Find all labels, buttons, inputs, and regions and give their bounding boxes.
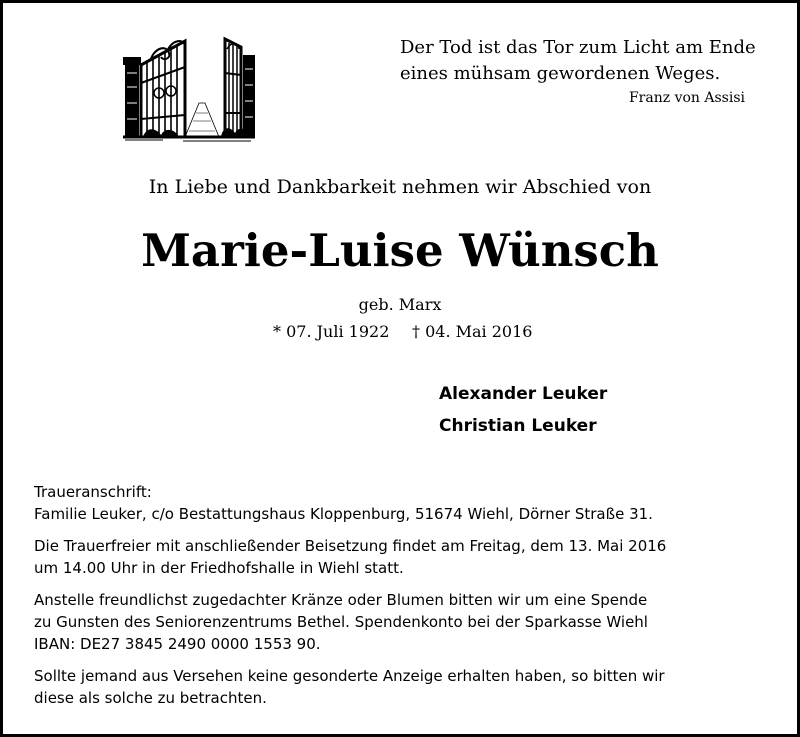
ceremony-line: um 14.00 Uhr in der Friedhofshalle in Wiehl statt. <box>34 559 404 577</box>
closing-line: diese als solche zu betrachten. <box>34 689 267 707</box>
ceremony-line: Die Trauerfreier mit anschließender Beisetzung findet am Freitag, dem 13. Mai 2016 <box>34 537 667 555</box>
birth-date: * 07. Juli 1922 <box>273 322 390 341</box>
closing-paragraph <box>34 665 774 709</box>
intro-text: In Liebe und Dankbarkeit nehmen wir Abschied von <box>148 176 652 198</box>
address-label: Traueranschrift: <box>34 483 152 501</box>
notice-body <box>34 481 774 719</box>
open-gate-icon <box>123 33 255 145</box>
deceased-name: Marie-Luise Wünsch <box>141 224 659 277</box>
death-date: † 04. Mai 2016 <box>412 322 533 341</box>
ceremony-paragraph <box>34 535 774 579</box>
donation-line: zu Gunsten des Seniorenzentrums Bethel. Spendenkonto bei der Sparkasse Wiehl <box>34 613 648 631</box>
donation-paragraph <box>34 589 774 655</box>
closing-line: Sollte jemand aus Versehen keine gesonderte Anzeige erhalten haben, so bitten wir <box>34 667 665 685</box>
donation-line: Anstelle freundlichst zugedachter Kränze oder Blumen bitten wir um eine Spende <box>34 591 648 609</box>
donation-iban: IBAN: DE27 3845 2490 0000 1553 90. <box>34 635 321 653</box>
quote-author: Franz von Assisi <box>628 90 745 106</box>
mourner-name: Alexander Leuker <box>439 384 608 404</box>
maiden-name: geb. Marx <box>358 295 442 314</box>
quote-line-2: eines mühsam gewordenen Weges. <box>400 63 721 84</box>
mourner-name: Christian Leuker <box>439 416 597 436</box>
address-paragraph <box>34 481 774 525</box>
quote-line-1: Der Tod ist das Tor zum Licht am Ende <box>400 37 756 58</box>
address-text: Familie Leuker, c/o Bestattungshaus Kloppenburg, 51674 Wiehl, Dörner Straße 31. <box>34 505 653 523</box>
